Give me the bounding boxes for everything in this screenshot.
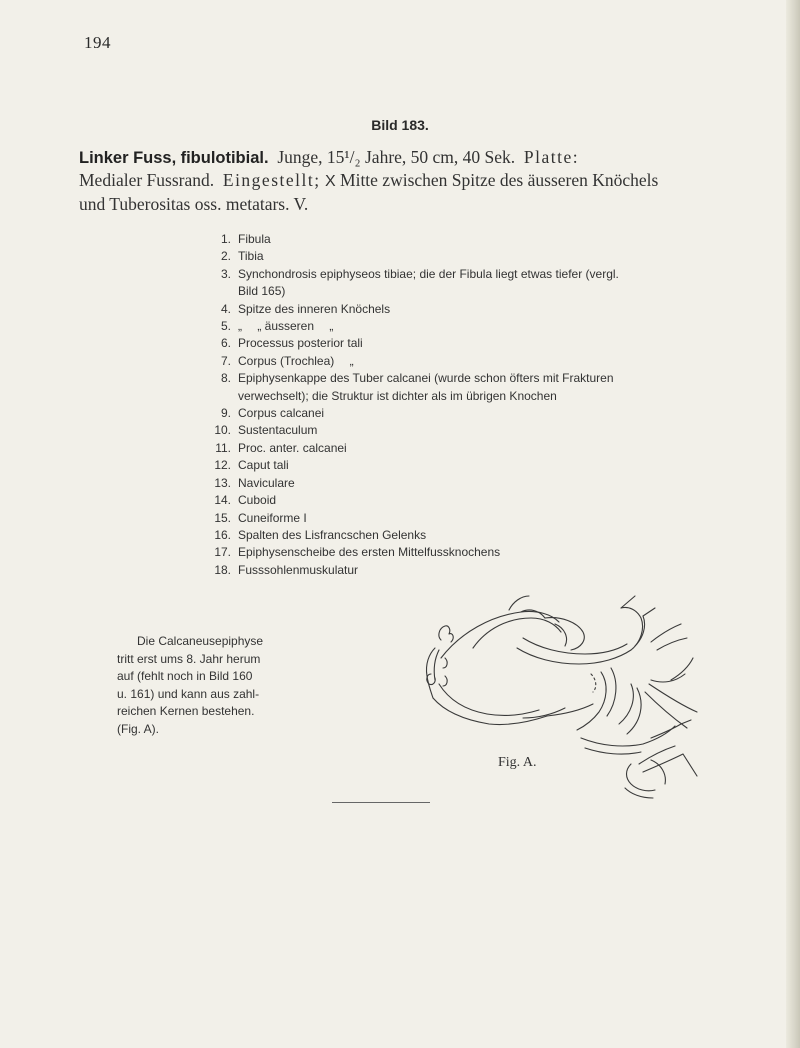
legend-item xyxy=(210,231,640,248)
legend-number: 14. xyxy=(214,493,231,508)
side-note xyxy=(117,633,297,738)
note-line: auf (fehlt noch in Bild 160 xyxy=(117,669,253,683)
legend-item xyxy=(210,544,640,561)
legend-number: 13. xyxy=(214,475,231,490)
legend-number: 9. xyxy=(220,406,231,421)
legend-item xyxy=(210,301,640,318)
legend-text: Corpus (Trochlea) „ xyxy=(238,353,354,368)
intro-edge: Medialer Fussrand. xyxy=(79,170,215,190)
page-number: 194 xyxy=(84,33,111,52)
legend-number: 11. xyxy=(215,440,231,455)
legend-text: Tibia xyxy=(238,249,264,264)
cross-mark-icon: X xyxy=(324,173,336,190)
legend-item xyxy=(210,422,640,439)
legend-number: 8. xyxy=(220,371,231,386)
legend-item xyxy=(210,440,640,457)
legend-item xyxy=(210,266,640,301)
legend-text: Synchondrosis epiphyseos tibiae; die der Fibula liegt etwas tiefer (vergl. Bild 165) xyxy=(238,266,619,299)
legend-item xyxy=(210,562,640,579)
legend-item xyxy=(210,405,640,422)
note-line: tritt erst ums 8. Jahr herum xyxy=(117,651,261,666)
legend-item xyxy=(210,510,640,527)
legend-item xyxy=(210,492,640,509)
footer-rule xyxy=(332,802,430,803)
legend-number: 1. xyxy=(220,232,231,246)
legend-number: 6. xyxy=(220,336,231,351)
legend-number: 4. xyxy=(220,301,231,316)
intro-subject: Linker Fuss, xyxy=(79,149,177,167)
legend-text: Cuneiforme I xyxy=(238,510,307,525)
legend-list xyxy=(210,231,640,579)
page-edge xyxy=(786,0,800,1048)
legend-item xyxy=(210,457,640,474)
legend-number: 2. xyxy=(220,249,231,264)
note-line: reichen Kernen bestehen. xyxy=(117,704,255,718)
figure-caption: Fig. A. xyxy=(498,755,537,770)
legend-text: Caput tali xyxy=(238,458,289,473)
legend-text: Cuboid xyxy=(238,493,277,508)
intro-details: Junge, 15¹/₂ Jahre, 50 cm, 40 Sek. xyxy=(277,147,516,167)
legend-item xyxy=(210,248,640,265)
legend-text: Epiphysenkappe des Tuber calcanei (wurde schon öfters mit Frakturen verwechselt); die Struktur ist dichter als im übrigen Knochen xyxy=(238,371,614,403)
legend-text: Corpus calcanei xyxy=(238,406,325,421)
legend-item xyxy=(210,353,640,370)
legend-item xyxy=(210,370,640,405)
intro-line-1 xyxy=(79,146,769,169)
legend-number: 12. xyxy=(214,458,231,473)
intro-line-2 xyxy=(79,169,769,193)
legend-text: Spalten des Lisfrancschen Gelenks xyxy=(238,527,427,542)
legend-text: Proc. anter. calcanei xyxy=(238,440,347,455)
note-line: (Fig. A). xyxy=(117,721,160,736)
legend-number: 17. xyxy=(214,545,231,560)
legend-item xyxy=(210,475,640,492)
intro-paragraph xyxy=(79,146,769,215)
foot-outline-sketch xyxy=(405,588,720,803)
intro-aim: Mitte zwischen Spitze des äusseren Knöchels xyxy=(340,170,659,190)
note-line: u. 161) und kann aus zahl- xyxy=(117,686,260,701)
legend-item xyxy=(210,335,640,352)
legend-text: Spitze des inneren Knöchels xyxy=(238,301,391,316)
figure-heading: Bild 183. xyxy=(371,117,429,133)
legend-number: 18. xyxy=(214,562,231,577)
legend-text: Naviculare xyxy=(238,475,295,490)
legend-number: 15. xyxy=(214,510,231,525)
legend-number: 16. xyxy=(214,527,231,542)
intro-set: Eingestellt; xyxy=(222,170,321,190)
legend-text: Processus posterior tali xyxy=(238,336,363,351)
legend-text: „ „ äusseren „ xyxy=(238,319,334,334)
intro-plate: Platte: xyxy=(523,147,580,167)
legend-number: 10. xyxy=(214,423,231,438)
legend-item xyxy=(210,318,640,335)
legend-text: Fusssohlenmuskulatur xyxy=(238,562,359,577)
legend-item xyxy=(210,527,640,544)
intro-projection: fibulotibial. xyxy=(180,149,269,167)
legend-text: Sustentaculum xyxy=(238,423,318,438)
intro-line-3: und Tuberositas oss. metatars. V. xyxy=(79,194,309,214)
legend-number: 3. xyxy=(220,266,231,281)
figure-a-drawing xyxy=(405,588,720,803)
legend-text: Epiphysenscheibe des ersten Mittelfussknochens xyxy=(238,545,501,560)
note-line: Die Calcaneusepiphyse xyxy=(137,634,264,648)
legend-number: 7. xyxy=(220,353,231,368)
legend-number: 5. xyxy=(220,319,231,334)
legend-text: Fibula xyxy=(238,232,271,246)
